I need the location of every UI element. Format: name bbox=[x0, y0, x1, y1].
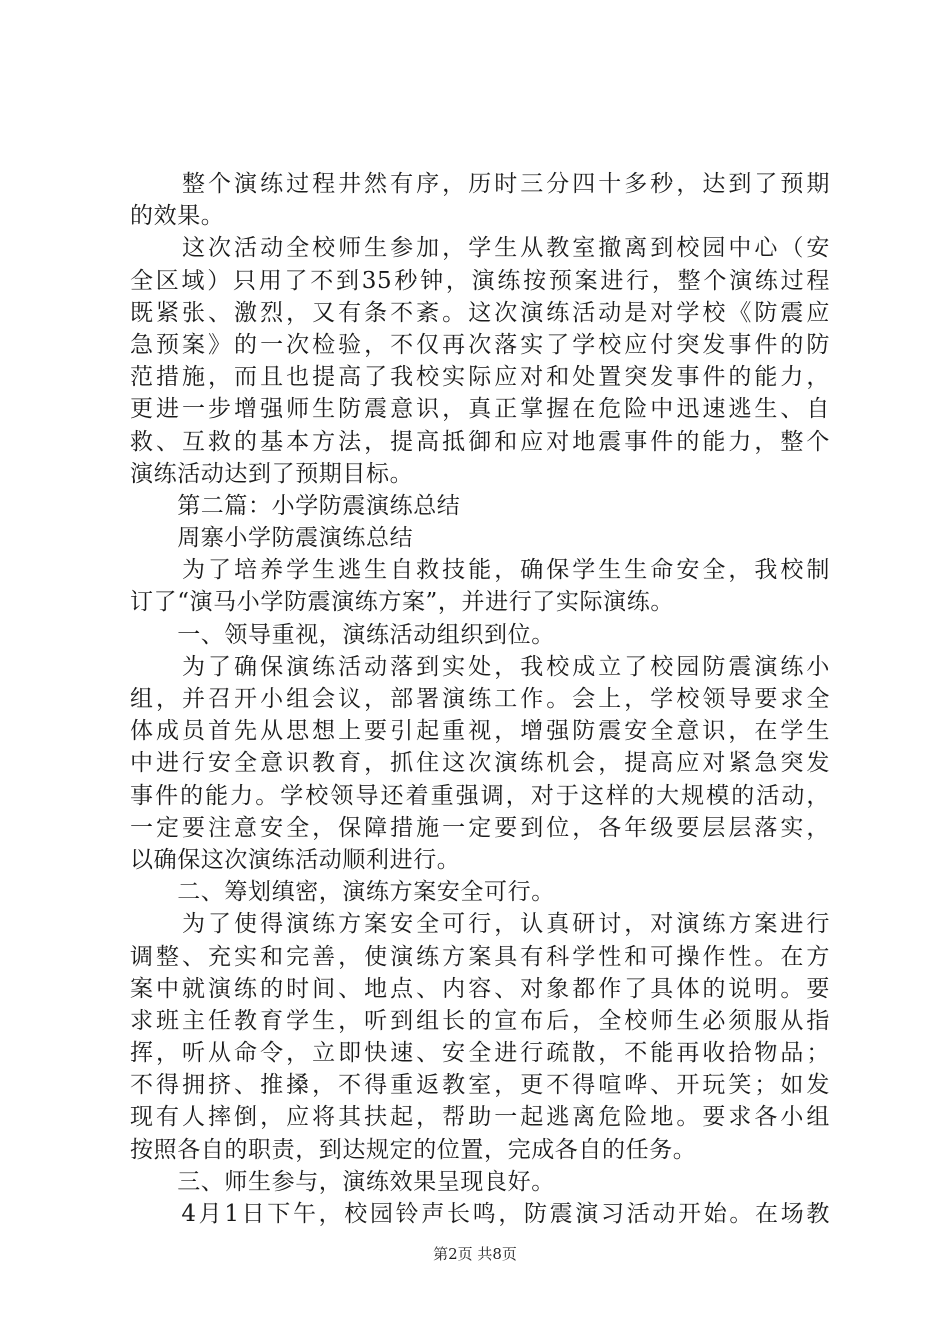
text-line: 调整、充实和完善，使演练方案具有科学性和可操作性。在方 bbox=[130, 943, 830, 970]
text-line: 急预案》的一次检验，不仅再次落实了学校应付突发事件的防 bbox=[130, 331, 830, 358]
text-line: 以确保这次演练活动顺利进行。 bbox=[130, 846, 461, 873]
text-line: 更进一步增强师生防震意识，真正掌握在危险中迅速逃生、自 bbox=[130, 396, 830, 423]
text-line: 既紧张、激烈，又有条不紊。这次演练活动是对学校《防震应 bbox=[130, 299, 830, 326]
text-line: 现有人摔倒，应将其扶起，帮助一起逃离危险地。要求各小组 bbox=[130, 1104, 830, 1131]
text-line: 事件的能力。学校领导还着重强调，对于这样的大规模的活动， bbox=[130, 782, 830, 809]
subheading: 一、领导重视，演练活动组织到位。 bbox=[130, 621, 555, 648]
text-line: 这次活动全校师生参加，学生从教室撤离到校园中心（安 bbox=[130, 235, 830, 262]
text-line: 挥，听从命令，立即快速、安全进行疏散，不能再收拾物品； bbox=[130, 1040, 830, 1067]
text-line: 案中就演练的时间、地点、内容、对象都作了具体的说明。要 bbox=[130, 975, 830, 1002]
text-line: 演练活动达到了预期目标。 bbox=[130, 460, 414, 487]
text-line: 按照各自的职责，到达规定的位置，完成各自的任务。 bbox=[130, 1136, 697, 1163]
text-line: 的效果。 bbox=[130, 203, 225, 230]
text-line: 组，并召开小组会议，部署演练工作。会上，学校领导要求全 bbox=[130, 686, 830, 712]
text-line: 为了培养学生逃生自救技能，确保学生生命安全，我校制 bbox=[130, 557, 830, 584]
text-line: 订了“演马小学防震演练方案”，并进行了实际演练。 bbox=[130, 589, 674, 616]
text-line: 不得拥挤、推搡，不得重返教室，更不得喧哗、开玩笑；如发 bbox=[130, 1072, 830, 1099]
text-line: 为了确保演练活动落到实处，我校成立了校园防震演练小 bbox=[130, 653, 830, 680]
text-line: 中进行安全意识教育，抓住这次演练机会，提高应对紧急突发 bbox=[130, 750, 830, 777]
page-number-footer: 第2页 共8页 bbox=[433, 1245, 517, 1263]
subheading: 三、师生参与，演练效果呈现良好。 bbox=[130, 1168, 555, 1195]
text-line: 救、互救的基本方法，提高抵御和应对地震事件的能力，整个 bbox=[130, 428, 830, 455]
text-line: 整个演练过程井然有序，历时三分四十多秒，达到了预期 bbox=[130, 171, 830, 197]
text-line: 4月1日下午，校园铃声长鸣，防震演习活动开始。在场教 bbox=[130, 1201, 830, 1227]
article-title: 周寨小学防震演练总结 bbox=[130, 525, 414, 552]
section-heading: 第二篇：小学防震演练总结 bbox=[130, 492, 461, 519]
subheading: 二、筹划缜密，演练方案安全可行。 bbox=[130, 879, 555, 906]
document-body bbox=[130, 168, 830, 1230]
text-line: 一定要注意安全，保障措施一定要到位，各年级要层层落实， bbox=[130, 814, 830, 841]
text-line: 范措施，而且也提高了我校实际应对和处置突发事件的能力， bbox=[130, 364, 830, 391]
text-line: 体成员首先从思想上要引起重视，增强防震安全意识，在学生 bbox=[130, 718, 830, 745]
text-line: 为了使得演练方案安全可行，认真研讨，对演练方案进行 bbox=[130, 911, 830, 938]
text-line: 全区域）只用了不到35秒钟，演练按预案进行，整个演练过程 bbox=[130, 267, 830, 294]
text-line: 求班主任教育学生，听到组长的宣布后，全校师生必须服从指 bbox=[130, 1007, 830, 1034]
